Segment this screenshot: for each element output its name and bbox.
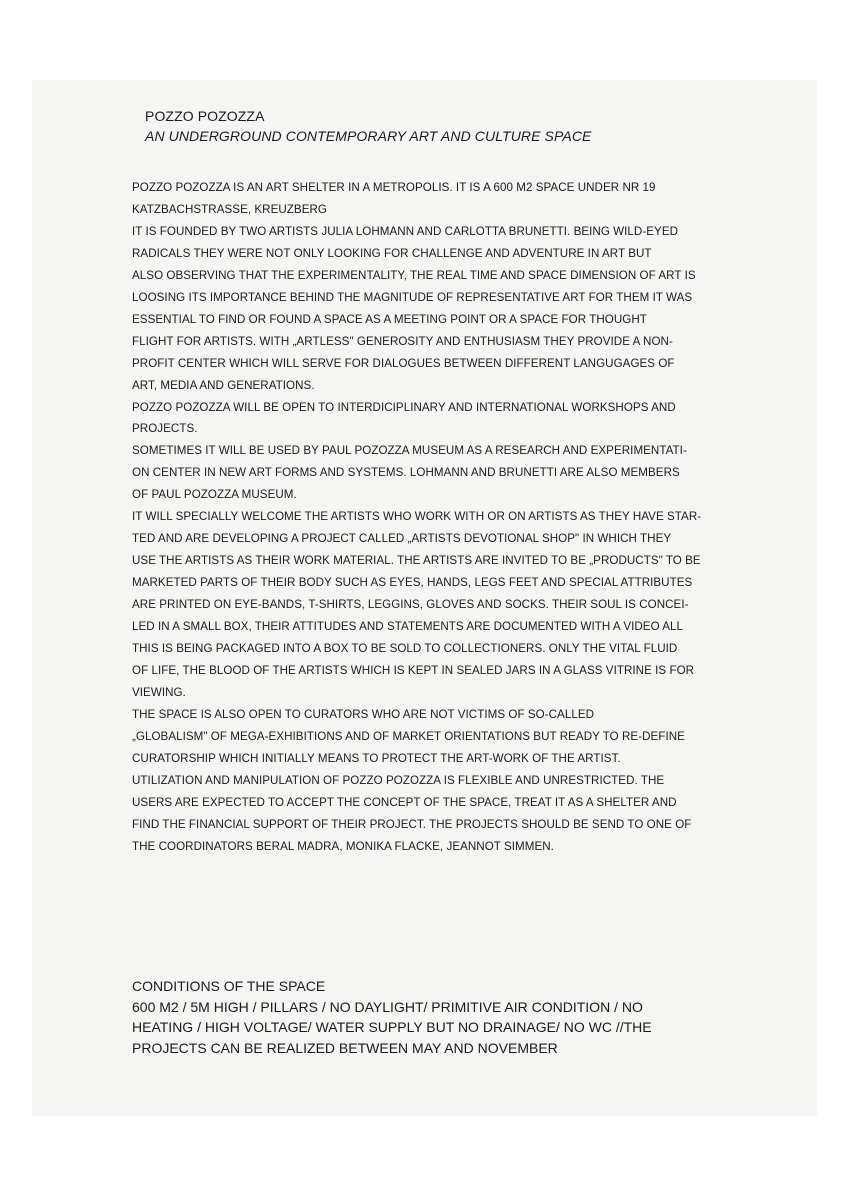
body-text-line: THE SPACE IS ALSO OPEN TO CURATORS WHO ARE NOT VICTIMS OF SO-CALLED	[132, 707, 595, 721]
body-text-line: POZZO POZOZZA WILL BE OPEN TO INTERDICIPLINARY AND INTERNATIONAL WORKSHOPS AND	[132, 400, 676, 414]
body-text-line: PROJECTS.	[132, 422, 198, 436]
body-text-line: SOMETIMES IT WILL BE USED BY PAUL POZOZZA MUSEUM AS A RESEARCH AND EXPERIMENTATI-	[132, 444, 687, 458]
document-subtitle: AN UNDERGROUND CONTEMPORARY ART AND CULTURE SPACE	[145, 128, 592, 144]
body-text-line: LOOSING ITS IMPORTANCE BEHIND THE MAGNITUDE OF REPRESENTATIVE ART FOR THEM IT WAS	[132, 290, 693, 304]
body-text-line: KATZBACHSTRASSE, KREUZBERG	[132, 202, 327, 216]
conditions-text-line: 600 M2 / 5M HIGH / PILLARS / NO DAYLIGHT/ PRIMITIVE AIR CONDITION / NO	[132, 998, 643, 1015]
conditions-text-line: HEATING / HIGH VOLTAGE/ WATER SUPPLY BUT NO DRAINAGE/ NO WC //THE	[132, 1019, 652, 1035]
body-text-line: RADICALS THEY WERE NOT ONLY LOOKING FOR CHALLENGE AND ADVENTURE IN ART BUT	[132, 246, 652, 260]
body-text-line: TED AND ARE DEVELOPING A PROJECT CALLED „ARTISTS DEVOTIONAL SHOP" IN WHICH THEY	[132, 532, 672, 546]
body-text-line: OF PAUL POZOZZA MUSEUM.	[132, 488, 297, 502]
body-text-line: ARE PRINTED ON EYE-BANDS, T-SHIRTS, LEGGINS, GLOVES AND SOCKS. THEIR SOUL IS CONCEI-	[132, 598, 689, 612]
body-text-line: OF LIFE, THE BLOOD OF THE ARTISTS WHICH IS KEPT IN SEALED JARS IN A GLASS VITRINE IS FOR	[132, 663, 695, 677]
body-text-line: ART, MEDIA AND GENERATIONS.	[132, 378, 315, 392]
conditions-text-line: PROJECTS CAN BE REALIZED BETWEEN MAY AND NOVEMBER	[132, 1039, 558, 1056]
body-text-line: UTILIZATION AND MANIPULATION OF POZZO POZOZZA IS FLEXIBLE AND UNRESTRICTED. THE	[132, 773, 665, 787]
document-title: POZZO POZOZZA	[145, 108, 265, 124]
body-text-line: LED IN A SMALL BOX, THEIR ATTITUDES AND STATEMENTS ARE DOCUMENTED WITH A VIDEO ALL	[132, 620, 684, 634]
body-text-line: IT WILL SPECIALLY WELCOME THE ARTISTS WHO WORK WITH OR ON ARTISTS AS THEY HAVE STAR-	[132, 510, 702, 524]
body-text-line: THIS IS BEING PACKAGED INTO A BOX TO BE SOLD TO COLLECTIONERS. ONLY THE VITAL FLUID	[132, 642, 678, 656]
body-text-line: FLIGHT FOR ARTISTS. WITH „ARTLESS" GENEROSITY AND ENTHUSIASM THEY PROVIDE A NON-	[132, 334, 673, 348]
body-text-line: VIEWING.	[132, 685, 186, 699]
body-text-line: „GLOBALISM" OF MEGA-EXHIBITIONS AND OF MARKET ORIENTATIONS BUT READY TO RE-DEFINE	[132, 729, 685, 743]
body-text-line: MARKETED PARTS OF THEIR BODY SUCH AS EYES, HANDS, LEGS FEET AND SPECIAL ATTRIBUTES	[132, 576, 693, 590]
document-body	[132, 177, 732, 858]
conditions-text-line: CONDITIONS OF THE SPACE	[132, 978, 326, 994]
body-text-line: IT IS FOUNDED BY TWO ARTISTS JULIA LOHMANN AND CARLOTTA BRUNETTI. BEING WILD-EYED	[132, 224, 679, 238]
body-text-line: PROFIT CENTER WHICH WILL SERVE FOR DIALOGUES BETWEEN DIFFERENT LANGUGAGES OF	[132, 356, 675, 370]
body-text-line: FIND THE FINANCIAL SUPPORT OF THEIR PROJECT. THE PROJECTS SHOULD BE SEND TO ONE OF	[132, 817, 692, 831]
body-text-line: USERS ARE EXPECTED TO ACCEPT THE CONCEPT OF THE SPACE, TREAT IT AS A SHELTER AND	[132, 795, 677, 809]
body-text-line: USE THE ARTISTS AS THEIR WORK MATERIAL. THE ARTISTS ARE INVITED TO BE „PRODUCTS" TO BE	[132, 554, 701, 568]
body-text-line: THE COORDINATORS BERAL MADRA, MONIKA FLACKE, JEANNOT SIMMEN.	[132, 839, 554, 853]
document-heading	[145, 106, 591, 146]
body-text-line: CURATORSHIP WHICH INITIALLY MEANS TO PROTECT THE ART-WORK OF THE ARTIST.	[132, 751, 621, 765]
conditions-section	[132, 976, 752, 1058]
body-text-line: ALSO OBSERVING THAT THE EXPERIMENTALITY, THE REAL TIME AND SPACE DIMENSION OF ART IS	[132, 268, 696, 282]
body-text-line: ON CENTER IN NEW ART FORMS AND SYSTEMS. LOHMANN AND BRUNETTI ARE ALSO MEMBERS	[132, 466, 680, 480]
body-text-line: ESSENTIAL TO FIND OR FOUND A SPACE AS A MEETING POINT OR A SPACE FOR THOUGHT	[132, 312, 647, 326]
body-text-line: POZZO POZOZZA IS AN ART SHELTER IN A METROPOLIS. IT IS A 600 M2 SPACE UNDER NR 19	[132, 181, 656, 194]
